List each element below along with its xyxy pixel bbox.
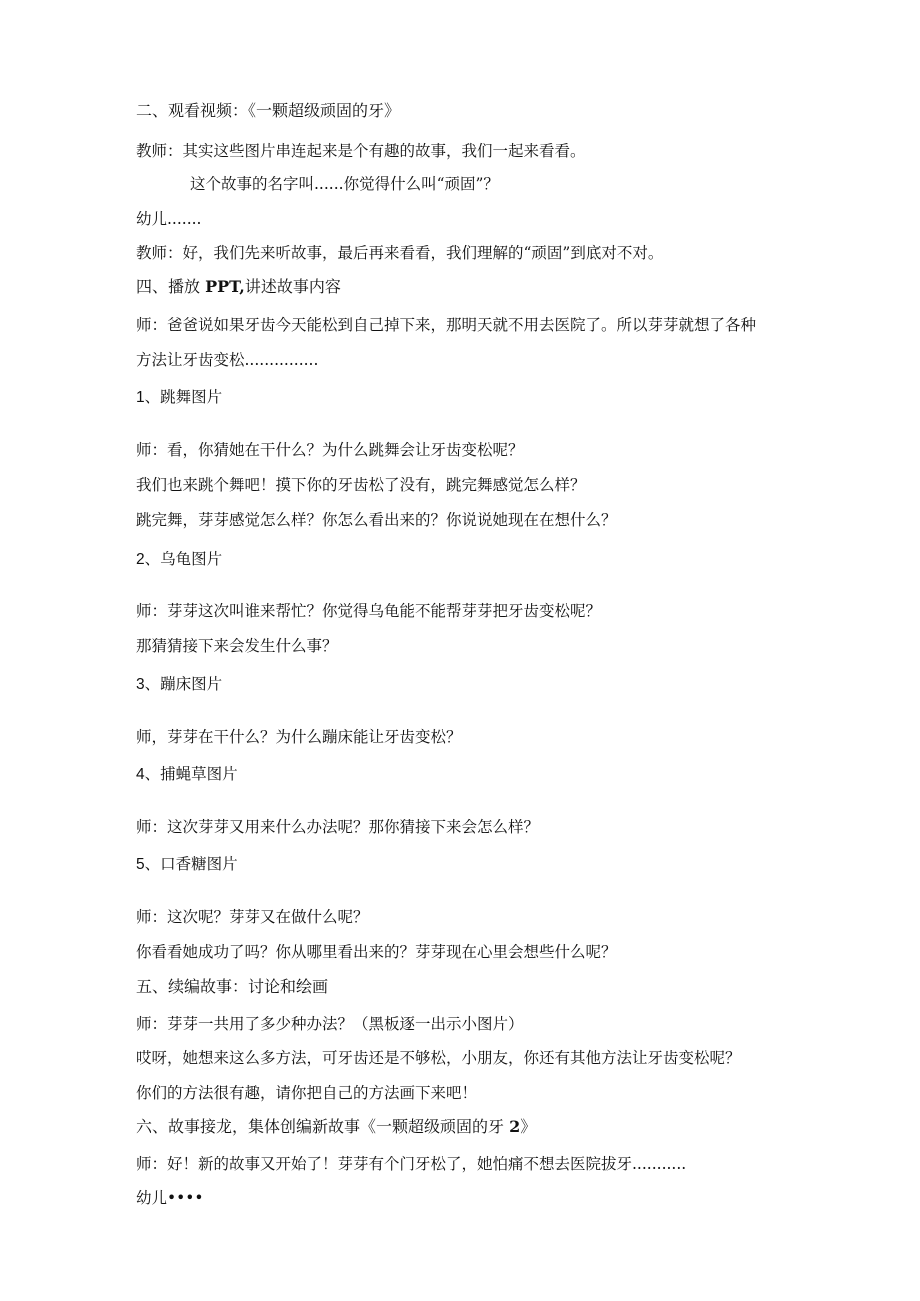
- heading-text: 讲述故事内容: [244, 277, 341, 296]
- text-line: 师：芽芽一共用了多少种办法？（黑板逐一出示小图片）: [136, 1015, 524, 1033]
- text-line: 跳完舞，芽芽感觉怎么样？你怎么看出来的？你说说她现在在想什么？: [136, 511, 617, 529]
- text-line: 师：这次芽芽又用来什么办法呢？那你猜接下来会怎么样？: [136, 818, 540, 836]
- text-line: 我们也来跳个舞吧！摸下你的牙齿松了没有，跳完舞感觉怎么样？: [136, 476, 586, 494]
- text-line: 师：芽芽这次叫谁来帮忙？你觉得乌龟能不能帮芽芽把牙齿变松呢？: [136, 602, 602, 620]
- text-line: 师：看，你猜她在干什么？为什么跳舞会让牙齿变松呢？: [136, 441, 524, 459]
- item-title: 3、蹦床图片: [136, 676, 223, 693]
- text-line: 教师：好，我们先来听故事，最后再来看看，我们理解的“顽固”到底对不对。: [136, 244, 664, 262]
- text-line: 师：爸爸说如果牙齿今天能松到自己掉下来，那明天就不用去医院了。所以芽芽就想了各种: [136, 316, 757, 334]
- heading-text: 四、播放: [136, 277, 206, 296]
- item-title: 1、跳舞图片: [136, 389, 223, 406]
- text-line: 这个故事的名字叫......你觉得什么叫“顽固”？: [190, 175, 499, 193]
- text-line: 师：好！新的故事又开始了！芽芽有个门牙松了，她怕痛不想去医院拔牙...........: [136, 1155, 687, 1173]
- text-line: 幼儿.......: [136, 210, 202, 228]
- item-title: 2、乌龟图片: [136, 551, 223, 568]
- section-heading-2: 二、观看视频：《一颗超级顽固的牙》: [136, 101, 401, 120]
- section-heading-5: 五、续编故事：讨论和绘画: [136, 977, 329, 996]
- text-line: 哎呀，她想来这么多方法，可牙齿还是不够松，小朋友，你还有其他方法让牙齿变松呢？: [136, 1049, 741, 1067]
- text-line: 你们的方法很有趣，请你把自己的方法画下来吧！: [136, 1084, 478, 1102]
- heading-text: 六、故事接龙，集体创编新故事《一颗超级顽固的牙: [136, 1117, 510, 1136]
- text-line: 教师：其实这些图片串连起来是个有趣的故事，我们一起来看看。: [136, 142, 586, 160]
- text-line: 方法让牙齿变松...............: [136, 351, 319, 369]
- text-line: 幼儿••••: [136, 1189, 204, 1207]
- text-line: 那猜猜接下来会发生什么事？: [136, 637, 338, 655]
- section-heading-6: [136, 1117, 536, 1137]
- text-line: 你看看她成功了吗？你从哪里看出来的？芽芽现在心里会想些什么呢？: [136, 943, 617, 961]
- heading-bold-text: 2: [509, 1117, 521, 1136]
- text-line: 师：这次呢？芽芽又在做什么呢？: [136, 908, 369, 926]
- section-heading-4: [136, 277, 341, 297]
- text-line: 师，芽芽在干什么？为什么蹦床能让牙齿变松？: [136, 728, 462, 746]
- item-title: 5、口香糖图片: [136, 856, 238, 873]
- heading-bold-text: PPT,: [205, 277, 245, 296]
- heading-text: 》: [520, 1117, 537, 1136]
- item-title: 4、捕蝇草图片: [136, 766, 238, 783]
